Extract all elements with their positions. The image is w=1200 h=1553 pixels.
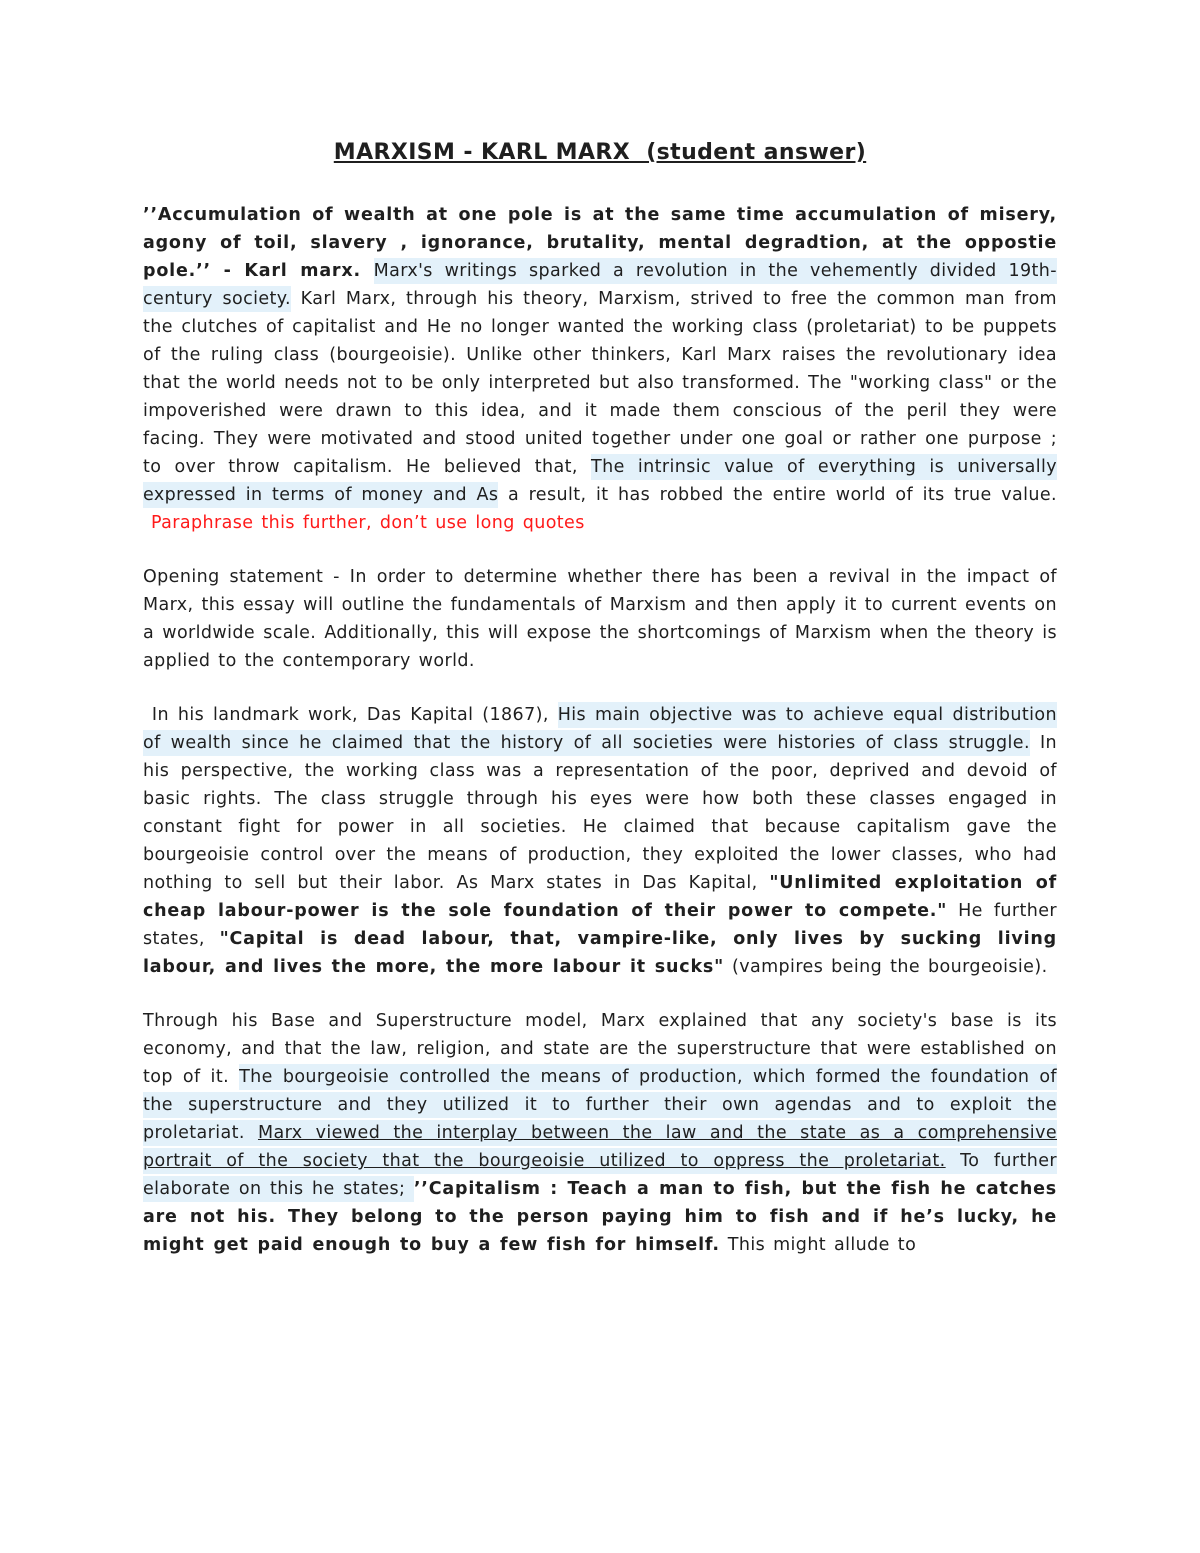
text-run-bold: ’’Accumulation of wealth at one pole is at the same time accumulation of misery, agony of toil, slavery , ignorance, brutality, mental degradtion, at the oppostie pole.’’ - Karl marx. — [143, 205, 1057, 281]
text-run: In his perspective, the working class was a representation of the poor, deprived and devoid of basic rights. The class struggle through his eyes were how both these classes engaged in constant fight for power in all societies. He claimed that because capitalism gave the bourgeoisie control over the means of production, they exploited the lower classes, who had nothing to sell but their labor. As Marx states in Das Kapital, — [143, 733, 1057, 893]
text-run-highlight: His main objective was to achieve equal distribution of wealth since he claimed that the history of all societies were histories of class struggle. — [143, 702, 1057, 756]
opening-statement-paragraph — [143, 563, 1057, 675]
text-run: (vampires being the bourgeoisie). — [724, 957, 1048, 977]
intro-quote-paragraph — [143, 201, 1057, 537]
text-run-highlight: The bourgeoisie controlled the means of production, which formed the foundation of the superstructure and they utilized it to further their own agendas and to exploit the proletariat. — [143, 1064, 1057, 1146]
text-run: He further states, — [143, 901, 1057, 949]
text-run: This might allude to — [719, 1235, 917, 1255]
text-run-bold: ’’Capitalism : Teach a man to fish, but the fish he catches are not his. They belong to the person paying him to fish and if he’s lucky, he might get paid enough to buy a few fish for himself. — [143, 1179, 1057, 1255]
text-run-highlight-underline: Marx viewed the interplay between the law and the state as a comprehensive portrait of the society that the bourgeoisie utilized to oppress the proletariat. — [143, 1120, 1057, 1174]
text-run-bold: "Unlimited exploitation of cheap labour-power is the sole foundation of their power to compete." — [143, 873, 1057, 921]
text-run: Through his Base and Superstructure model, Marx explained that any society's base is its economy, and that the law, religion, and state are the superstructure that were established on top of it. — [143, 1011, 1057, 1087]
text-run: Opening statement - In order to determine whether there has been a revival in the impact of Marx, this essay will outline the fundamentals of Marxism and then apply it to current events on a worldwide scale. Additionally, this will expose the shortcomings of Marxism when the theory is applied to the contemporary world. — [143, 567, 1057, 671]
text-run-highlight: To further elaborate on this he states; — [143, 1148, 1057, 1202]
essay-body — [143, 201, 1057, 1259]
text-run-highlight: Marx's writings sparked a revolution in the vehemently divided 19th-century society. — [143, 258, 1057, 312]
text-run-highlight: The intrinsic value of everything is universally expressed in terms of money and As — [143, 454, 1057, 508]
text-run-bold: "Capital is dead labour, that, vampire-like, only lives by sucking living labour, and lives the more, the more labour it sucks" — [143, 929, 1057, 977]
base-superstructure-paragraph — [143, 1007, 1057, 1259]
text-run-red: Paraphrase this further, don’t use long quotes — [150, 513, 585, 533]
text-run: Karl Marx, through his theory, Marxism, strived to free the common man from the clutches of capitalist and He no longer wanted the working class (proletariat) to be puppets of the ruling class (bourgeoisie). Unlike other thinkers, Karl Marx raises the revolutionary idea that the world needs not to be only interpreted but also transformed. The "working class" or the impoverished were drawn to this idea, and it made them conscious of the peril they were facing. They were motivated and stood united together under one goal or rather one purpose ; to over throw capitalism. He believed that, — [143, 289, 1057, 477]
document-title: MARXISM - KARL MARX (student answer) — [333, 140, 867, 165]
text-run: a result, it has robbed the entire world of its true value. — [143, 485, 1057, 533]
text-run: In his landmark work, Das Kapital (1867), — [143, 705, 558, 725]
das-kapital-paragraph — [143, 701, 1057, 981]
